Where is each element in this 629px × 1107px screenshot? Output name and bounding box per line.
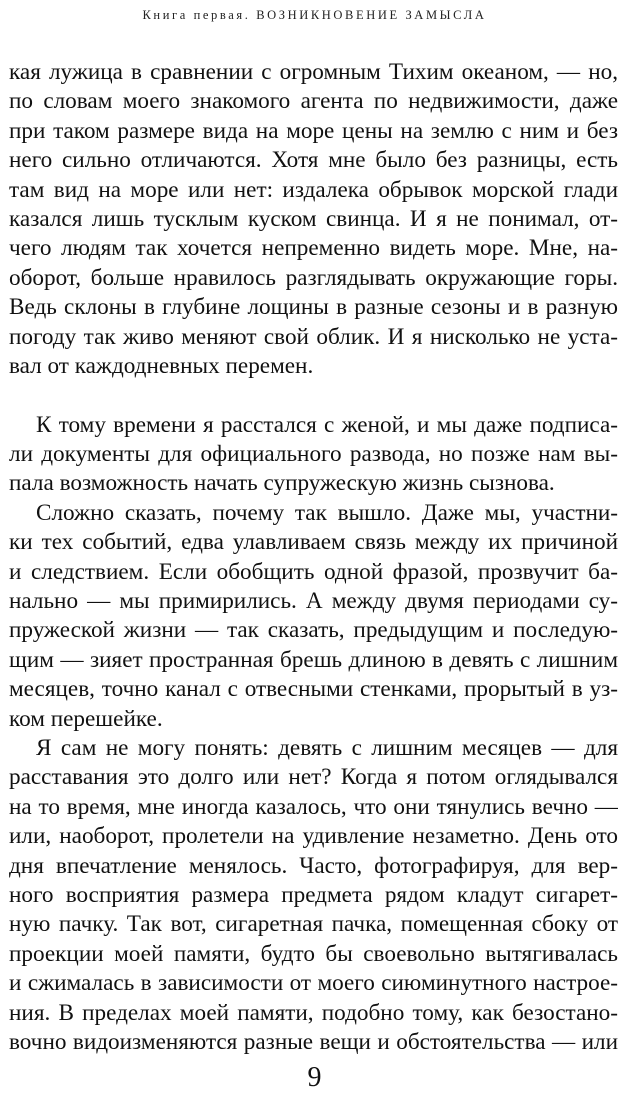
text-line: пала возможность начать супружескую жизнь сызнова.: [9, 470, 555, 497]
text-line: проекции моей памяти, будто бы своевольно вытягивалась: [9, 940, 618, 967]
text-line: нально — мы примирились. А между двумя периодами су-: [9, 588, 618, 615]
text-line: вочно видоизменяются разные вещи и обстоятельства — или: [9, 1028, 618, 1055]
text-line: чего людям так хочется непременно видеть море. Мне, на-: [9, 235, 618, 262]
text-line: при таком размере вида на море цены на землю с ним и без: [9, 117, 618, 144]
paragraph-1: [9, 58, 618, 381]
text-line: расставания это долго или нет? Когда я потом оглядывался: [9, 764, 618, 791]
text-line: ком перешейке.: [9, 705, 163, 732]
paragraph-3: [9, 499, 618, 734]
text-line: по словам моего знакомого агента по недвижимости, даже: [9, 88, 618, 115]
text-line: К тому времени я расстался с женой, и мы даже подписа-: [36, 411, 618, 438]
text-line: ного восприятия размера предмета рядом кладут сигарет-: [9, 881, 618, 908]
text-line: там вид на море или нет: издалека обрывок морской глади: [9, 176, 618, 203]
text-line: него сильно отличаются. Хотя мне было без разницы, есть: [9, 147, 618, 174]
running-head: Книга первая. ВОЗНИКНОВЕНИЕ ЗАМЫСЛА: [142, 8, 487, 22]
text-line: ния. В пределах моей памяти, подобно тому, как безостано-: [9, 999, 618, 1026]
text-line: на то время, мне иногда казалось, что они тянулись вечно —: [9, 793, 618, 820]
text-line: ли документы для официального развода, но позже нам вы-: [9, 441, 618, 468]
text-line: и сжималась в зависимости от моего сиюминутного настрое-: [9, 970, 618, 997]
page-number: 9: [307, 1062, 322, 1093]
text-line: Ведь склоны в глубине лощины в разные сезоны и в разную: [9, 294, 618, 321]
paragraph-2: [9, 411, 618, 499]
text-line: кая лужица в сравнении с огромным Тихим океаном, — но,: [9, 59, 618, 85]
body-text: [9, 58, 618, 1057]
text-line: щим — зияет пространная брешь длиною в девять с лишним: [9, 646, 618, 673]
text-line: казался лишь тусклым куском свинца. И я не понимал, от-: [9, 205, 618, 232]
text-line: погоду так живо меняют свой облик. И я нисколько не уста-: [9, 323, 618, 350]
text-line: Я сам не могу понять: девять с лишним месяцев — для: [36, 734, 618, 761]
paragraph-4: [9, 734, 618, 1057]
text-line: месяцев, точно канал с отвесными стенками, прорытый в уз-: [9, 676, 618, 703]
text-line: пружеской жизни — так сказать, предыдущим и последую-: [9, 617, 618, 644]
text-line: Сложно сказать, почему так вышло. Даже мы, участни-: [36, 499, 618, 526]
text-line: вал от каждодневных перемен.: [9, 352, 314, 379]
text-line: и следствием. Если обобщить одной фразой, прозвучит ба-: [9, 558, 618, 585]
text-line: ную пачку. Так вот, сигаретная пачка, помещенная сбоку от: [9, 911, 618, 938]
text-line: оборот, больше нравилось разглядывать окружающие горы.: [9, 264, 618, 291]
text-line: дня впечатление менялось. Часто, фотографируя, для вер-: [9, 852, 618, 879]
text-line: ки тех событий, едва улавливаем связь между их причиной: [9, 529, 618, 556]
text-line: или, наоборот, пролетели на удивление незаметно. День ото: [9, 823, 618, 850]
section-break: [9, 381, 618, 410]
